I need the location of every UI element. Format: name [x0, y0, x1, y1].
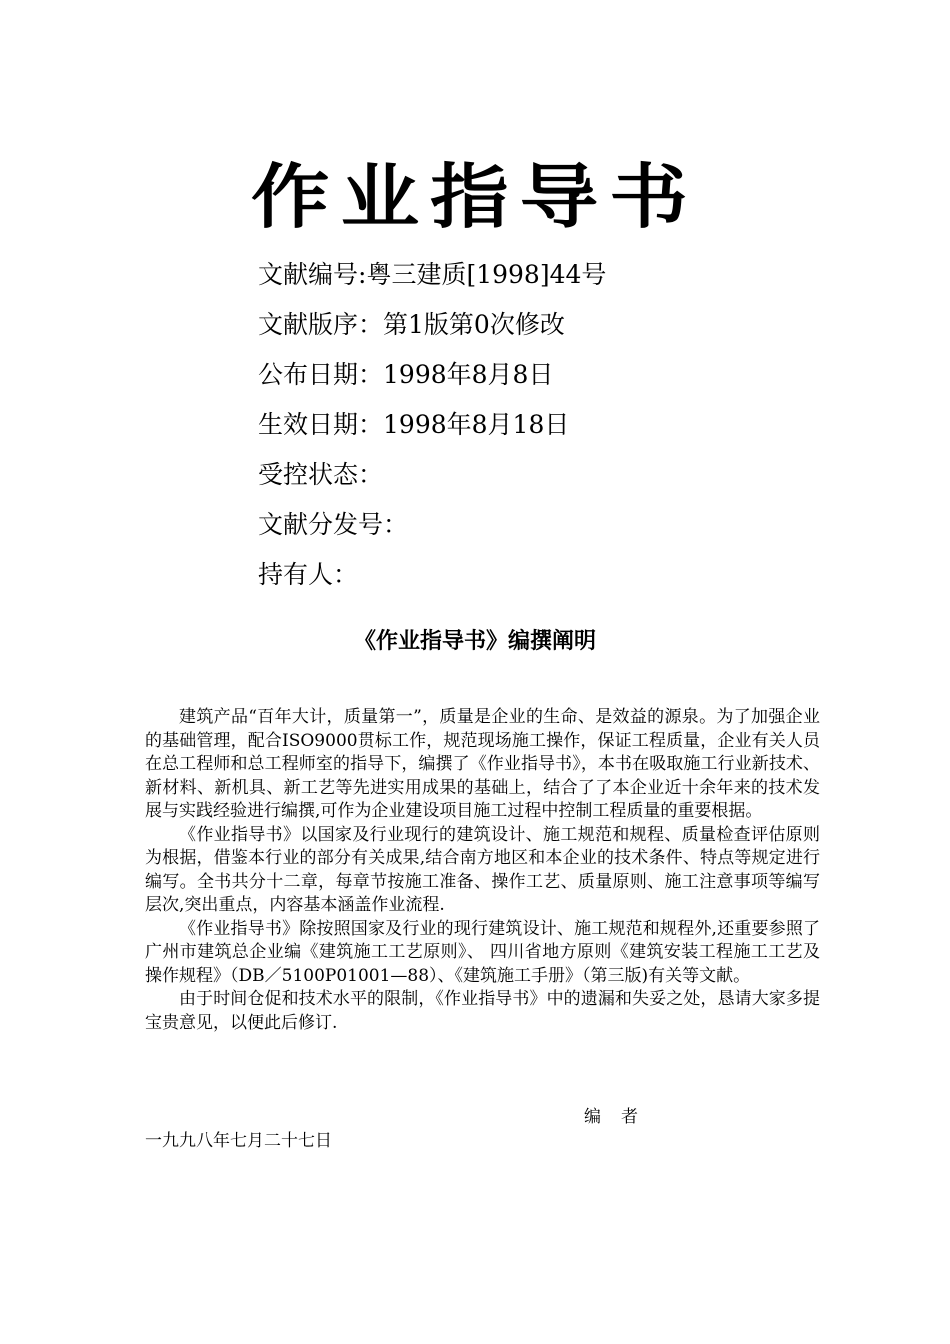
meta-value: 1998年8月18日 — [383, 410, 570, 439]
meta-label: 受控状态： — [258, 460, 384, 489]
body-paragraph: 由于时间仓促和技术水平的限制，《作业指导书》中的遗漏和失妥之处，恳请大家多提宝贵意见，以便此后修订. — [145, 989, 820, 1033]
meta-label: 公布日期： — [258, 360, 384, 389]
document-body — [145, 706, 820, 1035]
body-paragraph: 建筑产品“百年大计，质量第一”，质量是企业的生命、是效益的源泉。为了加强企业的基础管理，配合ISO9000贯标工作，规范现场施工操作，保证工程质量，企业有关人员在总工程师和总工程师室的指导下，编撰了《作业指导书》，本书在吸取施工行业新技术、新材料、新机具、新工艺等先进实用成果的基础上，结合了了本企业近十余年来的技术发展与实践经验进行编撰,可作为企业建设项目施工过程中控制工程质量的重要根据。 — [145, 707, 820, 821]
meta-row-holder — [258, 550, 818, 600]
section-title: 《作业指导书》编撰阐明 — [353, 629, 596, 654]
document-date: 一九九八年七月二十七日 — [145, 1131, 332, 1151]
meta-value: 第1版第0次修改 — [383, 310, 565, 339]
meta-label: 文献编号: — [258, 260, 367, 289]
body-paragraph: 《作业指导书》以国家及行业现行的建筑设计、施工规范和规程、质量检查评估原则为根据，借鉴本行业的部分有关成果,结合南方地区和本企业的技术条件、特点等规定进行编写。全书共分十二章，每章节按施工准备、操作工艺、质量原则、施工注意事项等编写层次,突出重点，内容基本涵盖作业流程. — [145, 824, 820, 915]
document-title: 作业指导书 — [251, 156, 699, 238]
meta-label: 生效日期： — [258, 410, 384, 439]
document-meta — [258, 250, 818, 600]
signature: 编者 — [584, 1107, 658, 1127]
meta-row-version — [258, 300, 818, 350]
meta-row-distribution-number — [258, 500, 818, 550]
meta-value: 粤三建质[1998]44号 — [366, 260, 607, 289]
meta-row-effective-date — [258, 400, 818, 450]
meta-label: 文献版序： — [258, 310, 384, 339]
meta-row-doc-number — [258, 250, 818, 300]
body-paragraph: 《作业指导书》除按照国家及行业的现行建筑设计、施工规范和规程外,还重要参照了广州市建筑总企业编《建筑施工工艺原则》、 四川省地方原则《建筑安装工程施工工艺及操作规程》（DB／5100P01001—88）、《建筑施工手册》（第三版)有关等文献。 — [145, 918, 820, 986]
meta-row-publish-date — [258, 350, 818, 400]
meta-value: 1998年8月8日 — [383, 360, 554, 389]
meta-label: 文献分发号： — [258, 510, 409, 539]
meta-row-control-status — [258, 450, 818, 500]
meta-label: 持有人： — [258, 560, 359, 589]
